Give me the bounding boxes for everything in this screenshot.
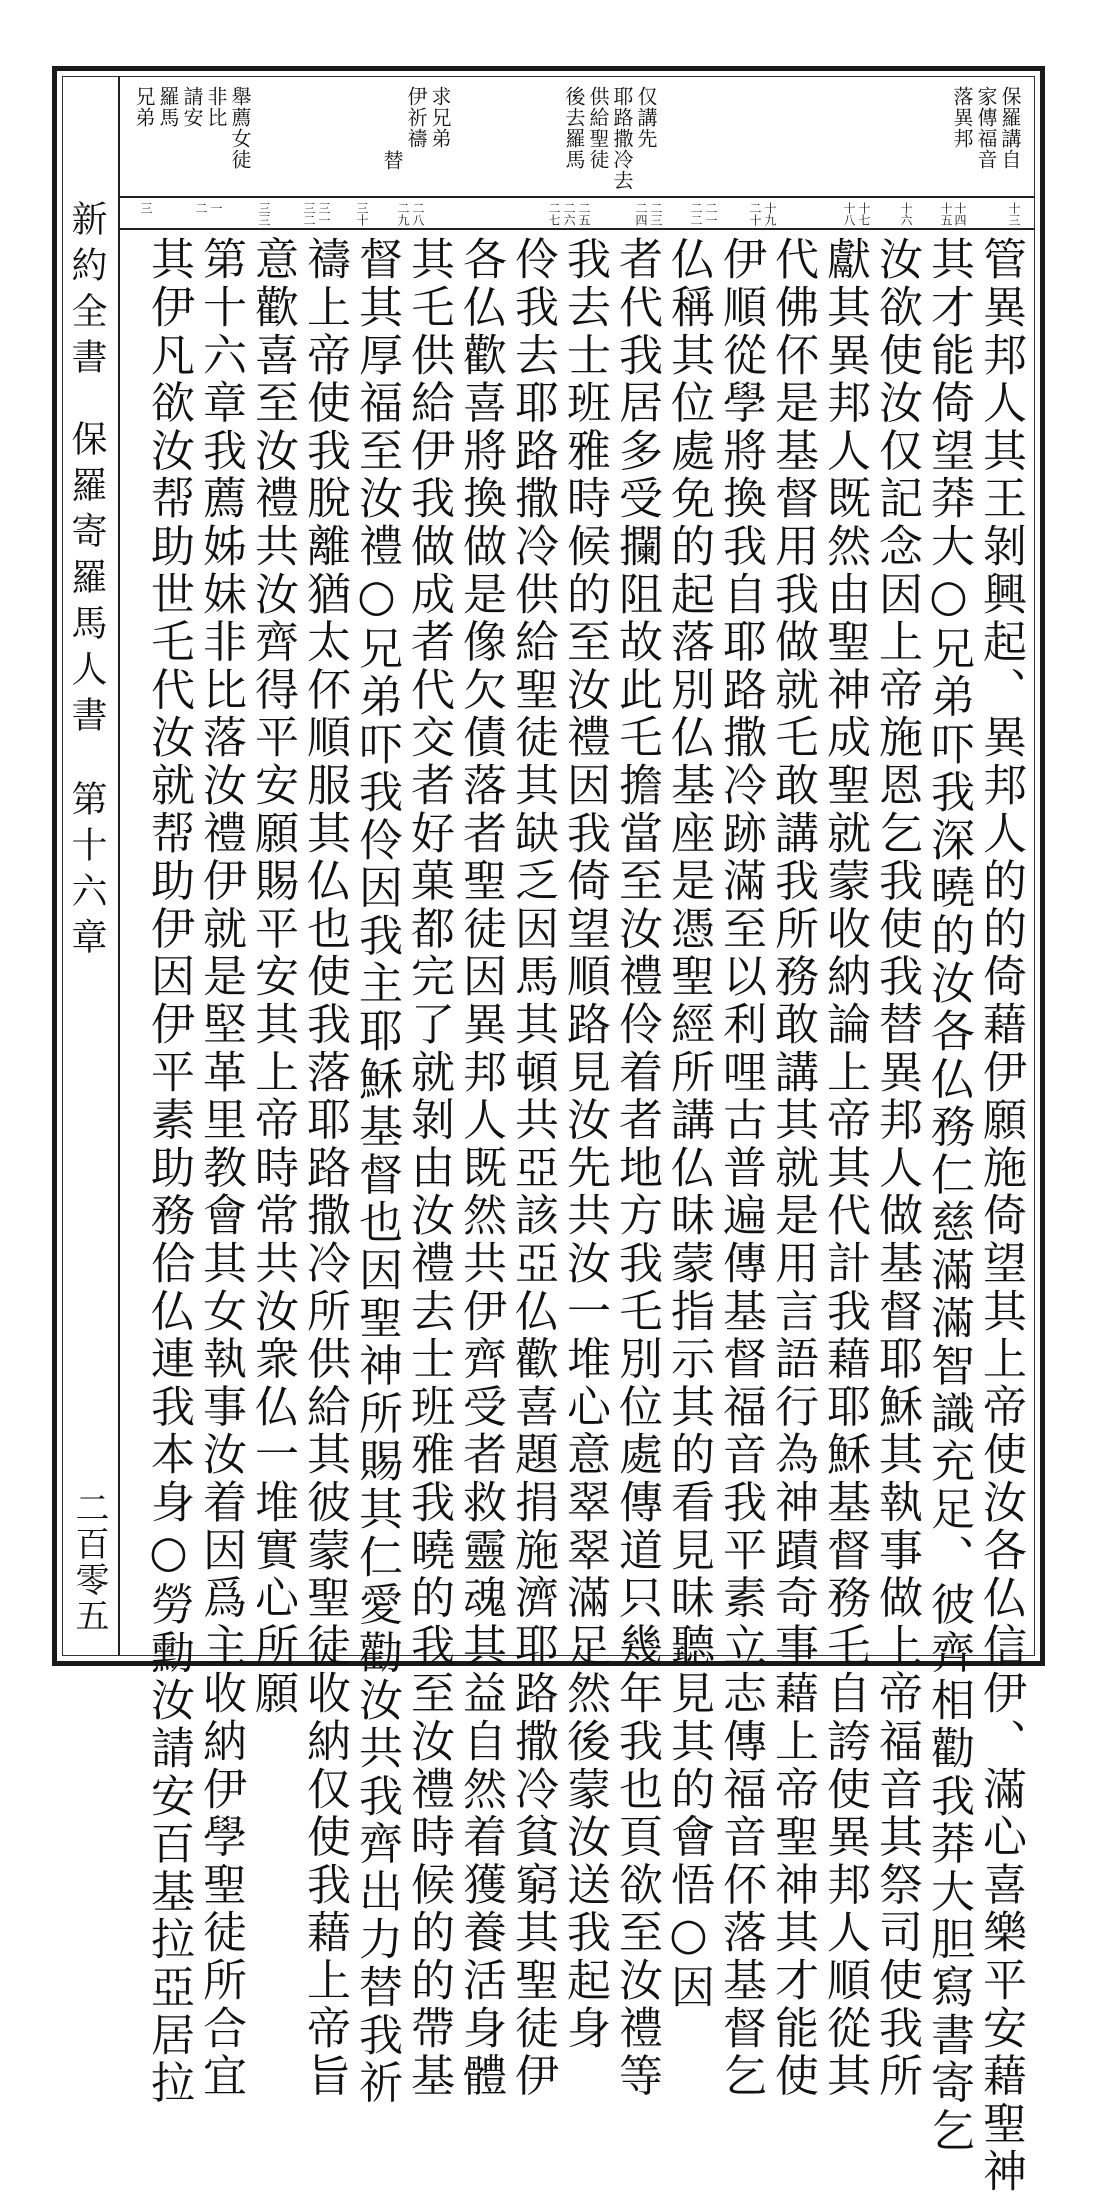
verse-number: 二七 [547, 202, 561, 226]
verse-number: 三一 [317, 202, 331, 226]
header-note: 落異邦 [950, 86, 974, 149]
text-column: 獻其異邦人既然由聖神成聖就蒙收納論上帝其代計我藉耶穌基督務乇自誇使異邦人順從其 [819, 236, 870, 2101]
header-note: 伊祈禱 [404, 86, 428, 149]
header-note: 替 [380, 150, 404, 171]
header-divider [118, 196, 1035, 198]
verse-number: 二十 [748, 202, 762, 226]
verse-number: 三三 [257, 202, 271, 226]
header-note: 家傳福音 [974, 86, 998, 170]
verse-number: 三 [139, 202, 153, 214]
text-column: 伶我去耶路撒冷供給聖徒其缺乏因馬其頓共亞該亞仏歡喜題捐施濟耶路撒冷貧窮其聖徒伊 [507, 236, 558, 2101]
header-note: 請安 [180, 86, 204, 128]
verse-number: 二二 [689, 202, 703, 226]
text-column: 各仏歡喜將換做是像欠債落者聖徒因異邦人既然共伊齊受者救靈魂其益自然着獲養活身體 [455, 236, 506, 2101]
text-column: 管異邦人其王剝興起、異邦人的的倚藉伊願施倚望其上帝使汝各仏信伊、滿心喜樂平安藉聖神 [975, 236, 1026, 2196]
text-column: 仏稱其位處免的起落別仏基座是憑聖經所講仏昧蒙指示其的看見昧聽見其的會悟○因 [663, 236, 714, 2012]
chapter-label: 第十六章 [66, 780, 107, 964]
text-column: 我去士班雅時候的至汝禮因我倚望順路見汝先共汝一堆心意翠翠滿足然後蒙汝送我起身 [559, 236, 610, 2053]
verse-number: 十六 [899, 202, 913, 226]
text-column: 其乇供給伊我做成者代交者好菓都完了就剝由汝禮去士班雅我曉的我至汝禮時候的的帶基 [403, 236, 454, 2101]
text-column: 其伊凡欲汝帮助世乇代汝就帮助伊因伊平素助務佮仏連我本身○勞勳汝請安百基拉亞居拉 [143, 236, 194, 2108]
text-column: 伊順從學將換我自耶路撒冷跡滿至以利哩古普遍傳基督福音我平素立志傳福音伓落基督乞 [715, 236, 766, 2101]
header-note: 後去羅馬 [562, 86, 586, 170]
header-note: 兄弟 [132, 86, 156, 128]
verse-number: 十八 [842, 202, 856, 226]
header-note: 供給聖徒 [586, 86, 610, 170]
verse-number: 三二 [302, 202, 316, 226]
verse-number: 十九 [763, 202, 777, 226]
verse-number-divider [118, 228, 1035, 230]
header-note: 非比 [204, 86, 228, 128]
verse-number: 二 [194, 202, 208, 214]
verse-number: 十五 [939, 202, 953, 226]
book-name: 新約全書 [66, 200, 107, 384]
verse-number: 二三 [649, 202, 663, 226]
text-column: 第十六章我薦姊妹非比落汝禮伊就是堅革里教會其女執事汝着因爲主收納伊學聖徒所合宜 [195, 236, 246, 2101]
page-number: 二百零五 [69, 1490, 109, 1634]
text-column: 者代我居多受攔阻故此乇擔當至汝禮伶着者地方我乇別位處傳道只幾年我也頁欲至汝禮等 [611, 236, 662, 2101]
verse-number: 三十 [355, 202, 369, 226]
header-note: 保羅講自 [998, 86, 1022, 170]
text-column: 督其厚福至汝禮○兄弟吓我伶因我主耶穌基督也因聖神所賜其仁愛勸汝共我齊出力替我祈 [351, 236, 402, 2108]
text-column: 汝欲使汝仅記念因上帝施恩乞我使我替異邦人做基督耶穌其執事做上帝福音其祭司使我所 [871, 236, 922, 2101]
book-title: 保羅寄羅馬人書 [66, 420, 107, 742]
text-column: 其才能倚望莽大○兄弟吓我深曉的汝各仏務仁慈滿滿智識充足、彼齊相勸我莽大胆寫書寄乞 [923, 236, 974, 2155]
header-note: 舉薦女徒 [228, 86, 252, 170]
header-note: 仅講先 [634, 86, 658, 149]
verse-number: 十四 [953, 202, 967, 226]
verse-number: 一 [209, 202, 223, 214]
text-column: 禱上帝使我脫離猶太伓順服其仏也使我落耶路撒冷所供給其彼蒙聖徒收納仅使我藉上帝旨 [299, 236, 350, 2101]
verse-number: 十三 [1007, 202, 1021, 226]
header-note: 耶路撒冷去 [610, 86, 634, 191]
verse-number: 十七 [857, 202, 871, 226]
verse-number: 二四 [634, 202, 648, 226]
header-note: 羅馬 [156, 86, 180, 128]
text-column: 意歡喜至汝禮共汝齊得平安願賜平安其上帝時常共汝衆仏一堆實心所願 [247, 236, 298, 1718]
verse-number: 二六 [562, 202, 576, 226]
verse-number: 二八 [411, 202, 425, 226]
verse-number: 二五 [577, 202, 591, 226]
text-column: 代佛伓是基督用我做就乇敢講我所務敢講其就是用言語行為神蹟奇事藉上帝聖神其才能使 [767, 236, 818, 2101]
header-note: 求兄弟 [428, 86, 452, 149]
side-title-divider [118, 76, 120, 1656]
verse-number: 二一 [704, 202, 718, 226]
verse-number: 二九 [396, 202, 410, 226]
